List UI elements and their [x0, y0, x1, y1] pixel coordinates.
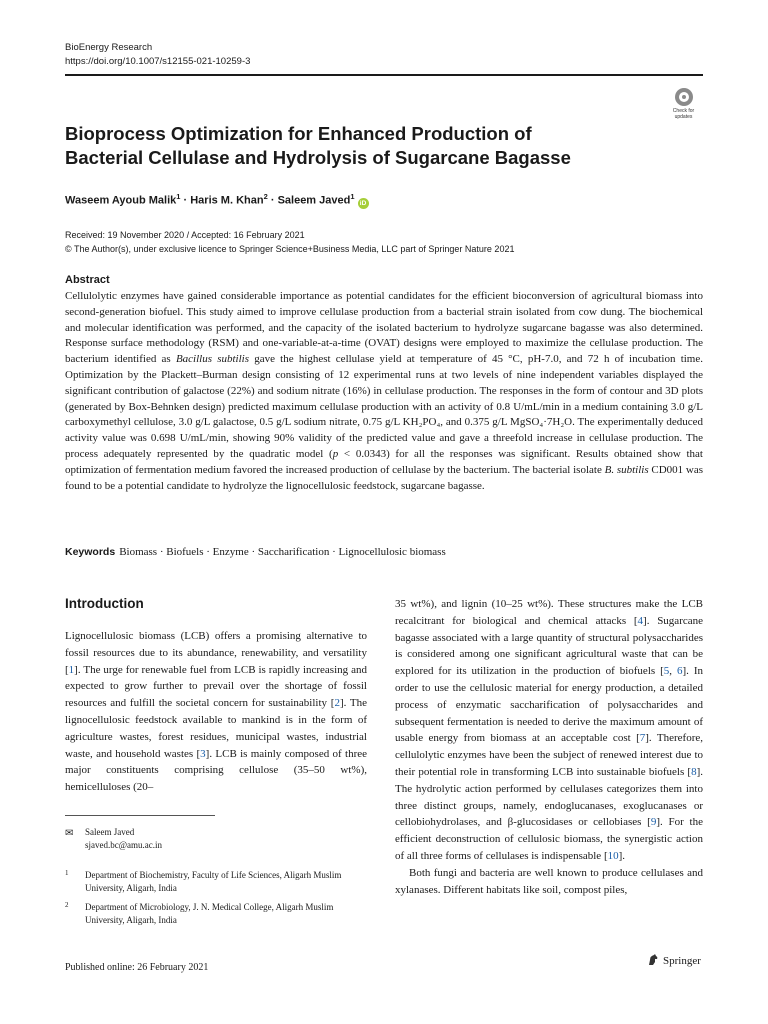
- journal-header: [65, 41, 250, 68]
- affiliation-text: Department of Biochemistry, Faculty of Life Sciences, Aligarh Muslim University, Aligarh, India: [85, 870, 342, 893]
- copyright-line: © The Author(s), under exclusive licence to Springer Science+Business Media, LLC part of Springer Nature 2021: [65, 244, 515, 254]
- header-rule: [65, 74, 703, 76]
- citation-link[interactable]: 1: [68, 663, 75, 676]
- author-list: [65, 189, 369, 209]
- citation-link[interactable]: 6: [676, 665, 683, 678]
- badge-line-1: Check for: [672, 108, 695, 114]
- springer-horse-icon: [646, 953, 660, 967]
- keywords: [65, 545, 703, 560]
- affiliation-text: Department of Microbiology, J. N. Medical College, Aligarh Muslim University, Aligarh, India: [85, 902, 334, 925]
- corresponding-author-name: Saleem Javed: [85, 827, 135, 837]
- author-name[interactable]: Waseem Ayoub Malik: [65, 194, 177, 207]
- citation-link[interactable]: 5: [663, 665, 670, 678]
- author-affiliation-mark: 1: [176, 192, 181, 201]
- keywords-list: Biomass · Biofuels · Enzyme · Saccharification · Lignocellulosic biomass: [119, 546, 446, 558]
- check-for-updates-badge[interactable]: [666, 86, 701, 122]
- citation-link[interactable]: 3: [200, 747, 206, 760]
- springer-logo: [646, 953, 701, 968]
- affiliation: [65, 869, 365, 899]
- orcid-icon[interactable]: iD: [358, 198, 369, 209]
- footnote-rule: [65, 815, 215, 816]
- species-name: Bacillus subtilis: [175, 353, 249, 366]
- text-column-left: [65, 628, 367, 796]
- email-link[interactable]: sjaved.bc@amu.ac.in: [85, 840, 163, 850]
- paragraph: Lignocellulosic biomass (LCB) offers a promising alternative to fossil resources due to its abundance, renewability, and versatility [1]. The urge for renewable fuel from LCB is rapidly increasing and expected to grow further to prevail over the shortage of fossil resources and fulfill the societal concern for sustainability [2]. The lignocellulosic feedstock available to mankind is in the form of agriculture wastes, forest residues, municipal wastes, industrial waste, and household wastes [3]. LCB is mainly composed of three major constituents comprising cellulose (35–50 wt%), hemicelluloses (20–: [65, 630, 367, 794]
- received-accepted-dates: Received: 19 November 2020 / Accepted: 16 February 2021: [65, 230, 305, 240]
- paragraph: Both fungi and bacteria are well known to produce cellulases and xylanases. Different habitats like soil, compost piles,: [395, 866, 703, 896]
- citation-link[interactable]: 4: [637, 614, 644, 627]
- introduction-heading: Introduction: [65, 596, 144, 611]
- author-separator: ·: [183, 194, 188, 207]
- author-name[interactable]: Haris M. Khan: [190, 194, 264, 207]
- abstract-heading: Abstract: [65, 274, 110, 286]
- published-online-date: Published online: 26 February 2021: [65, 962, 209, 973]
- text-column-right: [395, 596, 703, 898]
- affiliation: [65, 901, 365, 931]
- journal-name: BioEnergy Research: [65, 42, 153, 53]
- author-separator: ·: [270, 194, 275, 207]
- affiliation-number: 1: [65, 869, 69, 877]
- paragraph: 35 wt%), and lignin (10–25 wt%). These structures make the LCB recalcitrant for biological and chemical attacks [4]. Sugarcane bagasse associated with a large quantity of structural polysaccharides is considered among one significant agricultural waste that can be explored for its utilization in the production of biofuels [5, 6]. In order to use the cellulosic material for energy production, a detailed process of enzymatic saccharification of polysaccharides and subsequent fermentation is needed to derive the maximum amount of usable energy from biomass at an acceptable cost [7]. Therefore, cellulolytic enzymes have been the subject of renewed interest due to their potential role in transforming LCB into sustainable biofuels [8]. The hydrolytic action performed by cellulases categorizes them into three distinct groups, namely, endoglucanases, exoglucanases or cellobiohydrolases, and β-glucosidases or cellobiases [9]. For the efficient deconstruction of cellulosic biomass, the synergistic action of all three forms of cellulases is indispensable [10].: [395, 598, 703, 862]
- citation-link[interactable]: 10: [607, 849, 619, 862]
- check-for-updates-icon: [675, 88, 693, 106]
- species-name: B. subtilis: [604, 463, 649, 476]
- citation-link[interactable]: 8: [691, 765, 697, 778]
- affiliation-number: 2: [65, 901, 69, 909]
- citation-link[interactable]: 9: [650, 816, 657, 829]
- author-affiliation-mark: 1: [350, 192, 355, 201]
- citation-link[interactable]: 7: [639, 732, 646, 745]
- article-history: [65, 228, 514, 256]
- citation-link[interactable]: 2: [334, 697, 340, 710]
- badge-line-2: updates: [674, 114, 693, 120]
- doi-link[interactable]: https://doi.org/10.1007/s12155-021-10259-3: [65, 55, 251, 67]
- publisher-name: Springer: [663, 955, 701, 967]
- abstract-text: Cellulolytic enzymes have gained considerable importance as potential candidates for the efficient bioconversion of agricultural biomass into second-generation biofuel. This study aimed to improve cellulase production from a bacterial strain isolated from cow dung. The biochemical and molecular identification was performed, and the capacity of the isolated bacterium to hydrolyze sugarcane bagasse was also determined. Response surface methodology (RSM) and one-variable-at-a-time (OVAT) designs were employed to maximize the cellulase production. The bacterium identified as Bacillus subtilis gave the highest cellulase yield at temperature of 45 °C, pH-7.0, and 72 h of incubation time. Optimization by the Plackett–Burman design consisting of 12 experimental runs at two levels of nine independent variables displayed the significant contribution of galactose (22%) and sodium nitrate (16%) in cellulase production. The responses in the form of contour and 3D plots (generated by Box-Behnken design) predicted maximum cellulase production with an activity of 0.8 U/mL/min in a medium containing 3.0 g/L carboxymethyl cellulose, 3.0 g/L galactose, 0.5 g/L sodium nitrate, 0.75 g/L KH₂PO₄, and 0.375 g/L MgSO₄·7H₂O. The experimentally deduced activity value was 0.698 U/mL/min, showing 90% validity of the predicted value and gave a threefold increase in cellulase production. The process adequately represented by the quadratic model (p < 0.0343) for all the responses was significant. Results obtained show that optimization of fermentation medium favored the increased production of cellulase by the bacterium. The bacterial isolate B. subtilis CD001 was found to be a potential candidate to hydrolyze the lignocellulosic feedstock, sugarcane bagasse.: [65, 290, 704, 492]
- keywords-label: Keywords: [65, 546, 116, 558]
- author-name[interactable]: Saleem Javed: [277, 194, 351, 207]
- envelope-icon: ✉: [65, 828, 74, 839]
- author-affiliation-mark: 2: [263, 192, 268, 201]
- paper-title: Bioprocess Optimization for Enhanced Production of Bacterial Cellulase and Hydrolysis of Sugarcane Bagasse: [65, 123, 571, 168]
